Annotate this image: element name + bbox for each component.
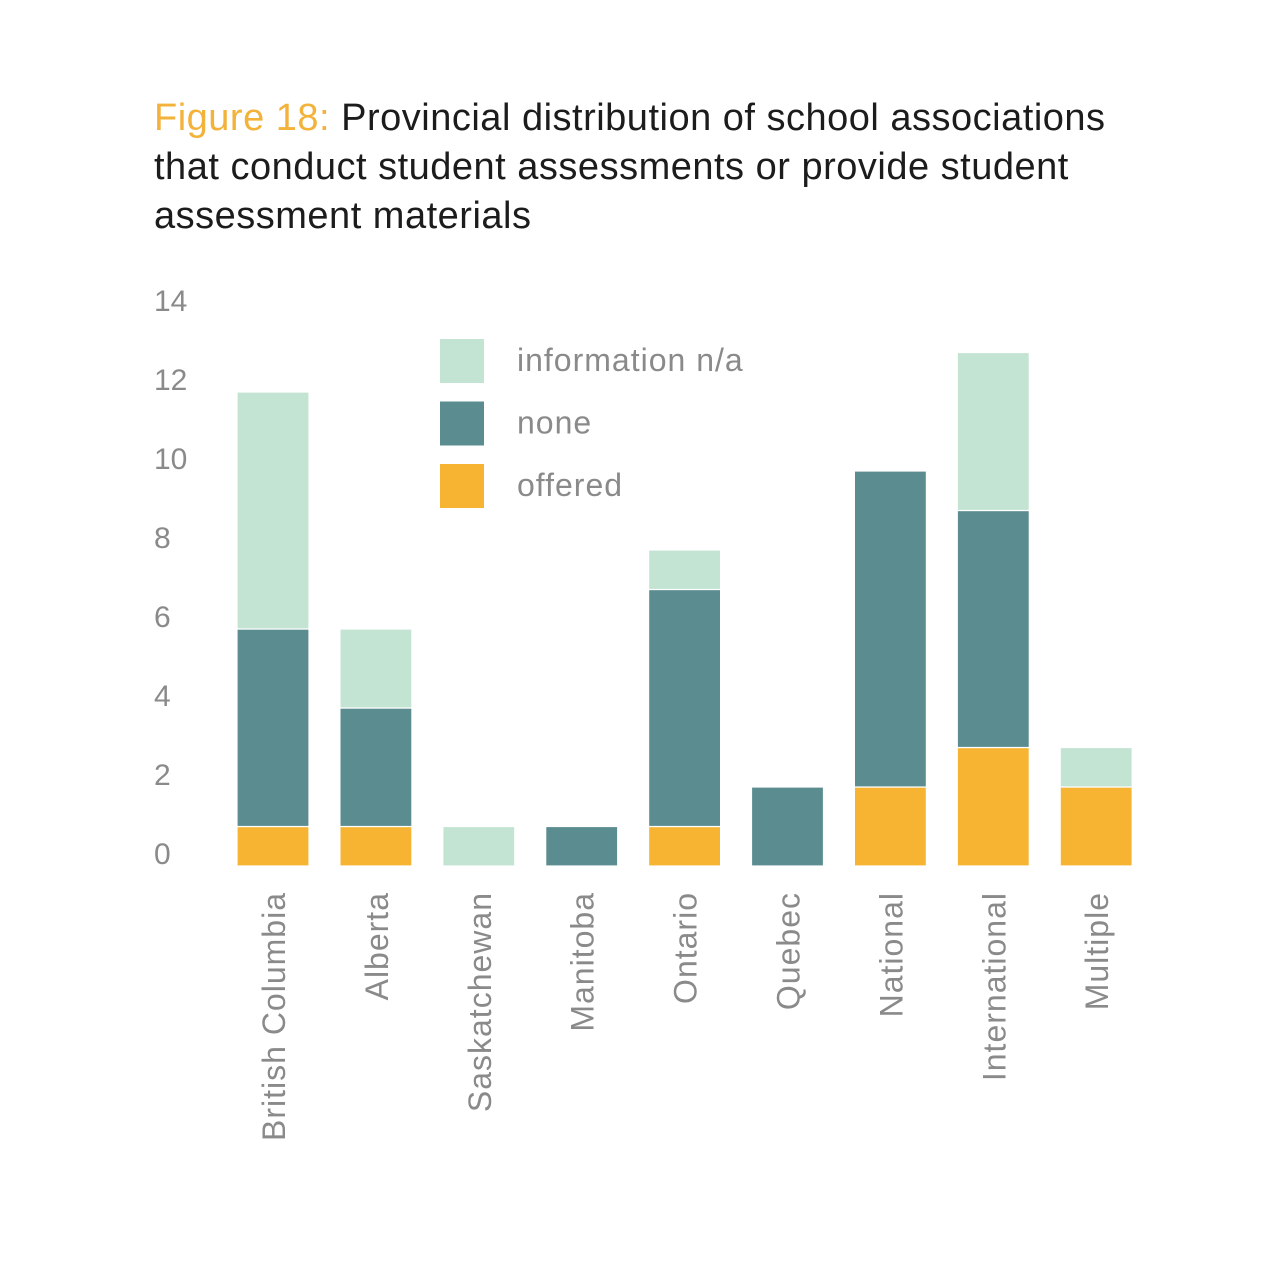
y-tick-label: 8 xyxy=(154,522,171,555)
x-category-label: Saskatchewan xyxy=(461,892,498,1113)
x-category-label: Manitoba xyxy=(564,892,601,1032)
legend-swatch xyxy=(440,464,484,508)
y-axis xyxy=(154,285,187,871)
bar-segment-none xyxy=(237,629,309,827)
y-tick-label: 10 xyxy=(154,443,188,476)
bar-segment-information-n-a xyxy=(340,629,412,708)
x-category-label: International xyxy=(976,892,1013,1082)
bar-segment-none xyxy=(649,590,721,827)
legend-label: offered xyxy=(517,467,624,503)
x-category-label: British Columbia xyxy=(256,892,292,1141)
bar-segment-none xyxy=(854,471,926,787)
bar-segment-information-n-a xyxy=(1060,748,1132,788)
bar-segment-offered xyxy=(957,748,1029,867)
bar-segment-none xyxy=(340,708,412,827)
bar-segment-offered xyxy=(1060,787,1132,866)
y-tick-label: 12 xyxy=(154,364,188,397)
bar-segment-none xyxy=(752,787,824,866)
title-text: Provincial distribution of school associations that conduct student assessments or provide student assessment materials xyxy=(154,97,1106,237)
bar-segment-offered xyxy=(649,827,721,867)
figure-label: Figure 18: xyxy=(154,97,331,139)
y-tick-label: 0 xyxy=(154,838,171,871)
x-category-label: Ontario xyxy=(667,892,704,1004)
bar-segment-offered xyxy=(854,787,926,866)
x-category-label: Quebec xyxy=(770,892,807,1011)
bar-segment-information-n-a xyxy=(957,353,1029,511)
legend-label: information n/a xyxy=(517,342,744,378)
bars xyxy=(237,353,1132,867)
y-tick-label: 2 xyxy=(154,759,171,792)
legend-swatch xyxy=(440,402,484,446)
bar-segment-offered xyxy=(237,827,309,867)
bar-segment-information-n-a xyxy=(443,827,515,867)
legend xyxy=(440,339,744,508)
x-axis xyxy=(256,892,1115,1141)
bar-segment-none xyxy=(546,827,618,867)
x-category-label: Alberta xyxy=(358,892,395,1001)
y-tick-label: 6 xyxy=(154,601,171,634)
x-category-label: Multiple xyxy=(1079,892,1116,1011)
bar-segment-none xyxy=(957,511,1029,748)
legend-label: none xyxy=(517,404,593,441)
x-category-label: National xyxy=(873,892,910,1018)
legend-swatch xyxy=(440,339,484,383)
bar-segment-information-n-a xyxy=(237,392,309,629)
y-tick-label: 14 xyxy=(154,285,188,318)
y-tick-label: 4 xyxy=(154,680,171,713)
bar-segment-offered xyxy=(340,827,412,867)
bar-segment-information-n-a xyxy=(649,550,721,590)
